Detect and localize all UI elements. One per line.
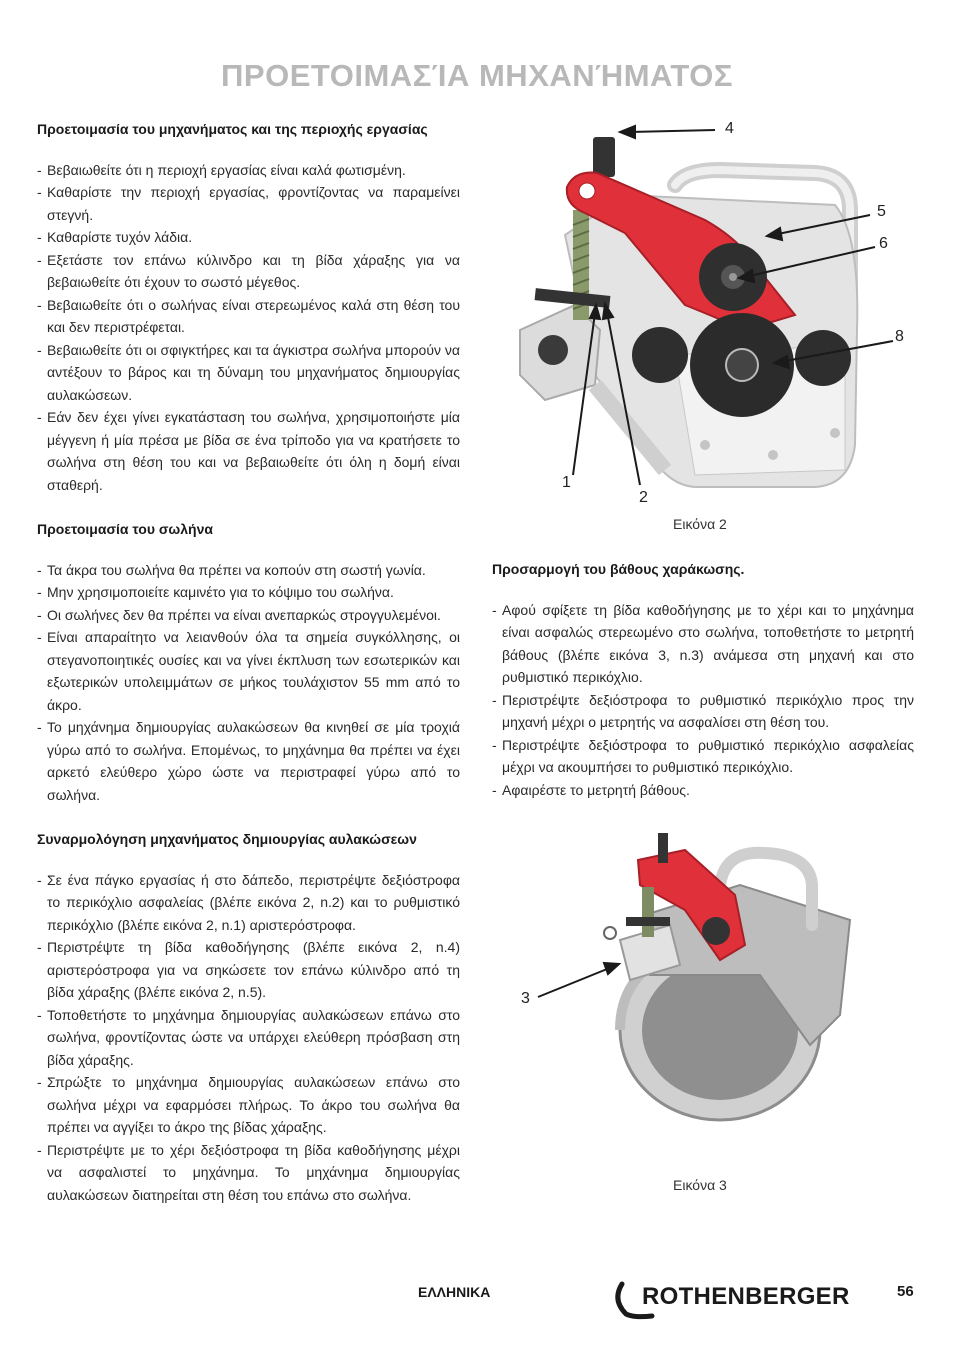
list-item: - Οι σωλήνες δεν θα πρέπει να είναι ανεπαρκώς στρογγυλεμένοι. [37,604,460,627]
list-item: - Το μηχάνημα δημιουργίας αυλακώσεων θα κινηθεί σε μία τροχιά γύρω από το σωλήνα. Επομένως, το μηχάνημα θα πρέπει να έχει αρκετό ελεύθερο χώρο ώστε να περιστραφεί γύρω από το σωλήνα. [37,716,460,806]
figure-3-callout-3: 3 [521,990,530,1007]
bullet-list [37,869,460,1207]
figure-2-callout-1: 1 [562,474,571,491]
list-item: - Εξετάστε τον επάνω κύλινδρο και τη βίδα χάραξης για να βεβαιωθείτε ότι έχουν το σωστό μέγεθος. [37,249,460,294]
bullet-list [37,159,460,497]
list-item: - Σε ένα πάγκο εργασίας ή στο δάπεδο, περιστρέψτε δεξιόστροφα το περικόχλιο ασφαλείας (βλέπε εικόνα 2, n.2) και το ρυθμιστικό περικόχλιο (βλέπε εικόνα 2, n.1) αριστερόστροφα. [37,869,460,937]
list-item: - Καθαρίστε την περιοχή εργασίας, φροντίζοντας να παραμείνει στεγνή. [37,181,460,226]
figure-2-callout-8: 8 [895,328,904,345]
section-work-area [37,118,460,496]
rothenberger-logo [612,1280,857,1320]
list-item: - Τα άκρα του σωλήνα θα πρέπει να κοπούν στη σωστή γωνία. [37,559,460,582]
list-item: - Αφού σφίξετε τη βίδα καθοδήγησης με το χέρι και το μηχάνημα είναι ασφαλώς στερεωμένο στο σωλήνα, τοποθετήστε το μετρητή βάθους (βλέπε εικόνα 3, n.3) ανάμεσα στη μηχανή και στο ρυθμιστικό περικόχλιο. [492,599,914,689]
list-item: - Σπρώξτε το μηχάνημα δημιουργίας αυλακώσεων επάνω στο σωλήνα μέχρι να εφαρμόσει πλήρως. Το άκρο του σωλήνα θα πρέπει να αγγίξει το άκρο της βίδας χάραξης. [37,1071,460,1139]
figure-2-machine-illustration [505,115,920,515]
section-heading: Προετοιμασία του μηχανήματος και της περιοχής εργασίας [37,121,428,137]
section-heading: Συναρμολόγηση μηχανήματος δημιουργίας αυλακώσεων [37,831,417,847]
bullet-list [37,559,460,807]
figure-3-machine-on-pipe-illustration [520,825,870,1125]
list-item: - Βεβαιωθείτε ότι ο σωλήνας είναι στερεωμένος καλά στη θέση του και δεν περιστρέφεται. [37,294,460,339]
list-item: - Περιστρέψτε δεξιόστροφα το ρυθμιστικό περικόχλιο ασφαλείας μέχρι να ακουμπήσει το ρυθμιστικό περικόχλιο. [492,734,914,779]
brand-name: ROTHENBERGER [642,1283,850,1310]
list-item: - Περιστρέψτε με το χέρι δεξιόστροφα τη βίδα καθοδήγησης μέχρι να ασφαλιστεί το μηχάνημα. Το μηχάνημα δημιουργίας αυλακώσεων διατηρείται στη θέση του επάνω στο σωλήνα. [37,1139,460,1207]
section-pipe-prep [37,518,460,806]
figure-2-callout-2: 2 [639,489,648,506]
list-item: - Περιστρέψτε δεξιόστροφα το ρυθμιστικό περικόχλιο προς την μηχανή μέχρι ο μετρητής να ασφαλίσει στη θέση του. [492,689,914,734]
bullet-list [492,599,914,802]
list-item: - Είναι απαραίτητο να λειανθούν όλα τα σημεία συγκόλλησης, οι στεγανοποιητικές ουσίες και να γίνει έκπλυση των εσωτερικών και εξωτερικών υπολειμμάτων σε μήκος τουλάχιστον 55 mm από το άκρο. [37,626,460,716]
section-heading: Προσαρμογή του βάθους χαράκωσης. [492,561,745,577]
list-item: - Περιστρέψτε τη βίδα καθοδήγησης (βλέπε εικόνα 2, n.4) αριστερόστροφα για να σηκώσετε τον επάνω κύλινδρο από τη βίδα χάραξης (βλέπε εικόνα 2, n.5). [37,936,460,1004]
list-item: - Αφαιρέστε το μετρητή βάθους. [492,779,914,802]
figure-2-callout-4: 4 [725,120,734,137]
left-column [37,118,460,1206]
section-heading: Προετοιμασία του σωλήνα [37,521,213,537]
section-assembly [37,828,460,1206]
list-item: - Εάν δεν έχει γίνει εγκατάσταση του σωλήνα, χρησιμοποιήστε μία μέγγενη ή μία πρέσα με βίδα σε ένα τρίποδο για να κρατήσετε το σωλήνα στη θέση του και να βεβαιωθείτε ότι όλη η δομή είναι σταθερή. [37,406,460,496]
footer-language: ΕΛΛΗΝΙΚΑ [418,1284,491,1300]
list-item: - Μην χρησιμοποιείτε καμινέτο για το κόψιμο του σωλήνα. [37,581,460,604]
figure-2-callout-5: 5 [877,203,886,220]
figure-2-caption: Εικόνα 2 [673,516,727,532]
list-item: - Βεβαιωθείτε ότι οι σφιγκτήρες και τα άγκιστρα σωλήνα μπορούν να αντέξουν το βάρος και τη δύναμη του μηχανήματος δημιουργίας αυλακώσεων. [37,339,460,407]
page-number: 56 [897,1283,914,1300]
list-item: - Τοποθετήστε το μηχάνημα δημιουργίας αυλακώσεων επάνω στο σωλήνα, φροντίζοντας ώστε να υπάρχει ελεύθερη πρόσβαση στη βίδα χάραξης. [37,1004,460,1072]
section-depth-adjust [492,558,914,801]
list-item: - Καθαρίστε τυχόν λάδια. [37,226,460,249]
figure-3-caption: Εικόνα 3 [673,1177,727,1193]
page-title: ΠΡΟΕΤΟΙΜΑΣΊΑ ΜΗΧΑΝΉΜΑΤΟΣ [221,58,733,93]
figure-2-callout-6: 6 [879,235,888,252]
list-item: - Βεβαιωθείτε ότι η περιοχή εργασίας είναι καλά φωτισμένη. [37,159,460,182]
